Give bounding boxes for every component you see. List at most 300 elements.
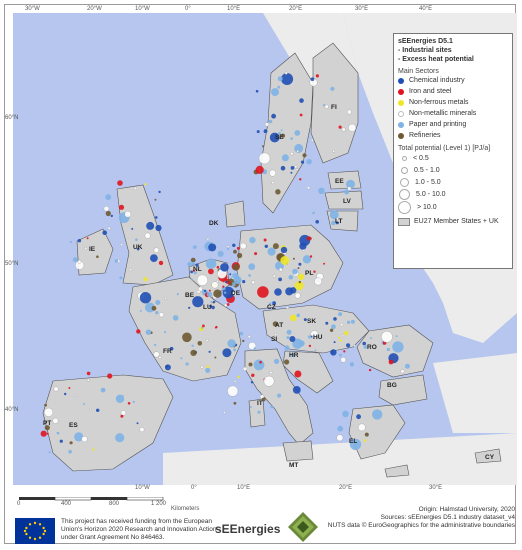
graticule-top-label: 20°W	[87, 6, 102, 12]
site-marker	[259, 153, 270, 164]
site-marker	[330, 87, 334, 91]
site-marker	[242, 280, 245, 283]
site-marker	[210, 301, 212, 303]
site-marker	[301, 161, 304, 164]
site-marker	[269, 170, 275, 176]
site-marker	[272, 181, 275, 184]
site-marker	[297, 150, 299, 152]
site-marker	[83, 403, 85, 405]
site-marker	[155, 311, 158, 314]
graticule-top-label: 10°E	[227, 6, 241, 12]
legend-sector-label: Non-metallic minerals	[409, 110, 477, 117]
site-marker	[207, 238, 209, 240]
site-marker	[119, 205, 124, 210]
country-label: EL	[349, 438, 358, 445]
site-marker	[342, 128, 346, 132]
site-marker	[325, 322, 328, 325]
site-marker	[87, 237, 89, 239]
map-legend	[393, 33, 513, 269]
site-marker	[281, 247, 287, 253]
country-label: NL	[193, 266, 202, 273]
site-marker	[96, 409, 99, 412]
site-marker	[191, 258, 196, 263]
site-marker	[229, 283, 232, 286]
site-marker	[193, 245, 197, 249]
site-marker	[173, 315, 179, 321]
site-marker	[298, 274, 304, 280]
site-marker	[299, 98, 304, 103]
site-marker	[210, 262, 214, 266]
graticule-bottom-label: 30°E	[429, 485, 443, 491]
site-marker	[270, 405, 273, 408]
site-marker	[115, 259, 119, 263]
site-marker	[306, 159, 311, 164]
site-marker	[68, 450, 72, 454]
site-marker	[362, 342, 366, 346]
site-marker	[207, 292, 212, 297]
sector-dot	[398, 100, 404, 106]
site-marker	[290, 137, 293, 140]
country-label: MT	[289, 462, 299, 469]
site-marker	[140, 292, 151, 303]
site-marker	[405, 364, 410, 369]
site-marker	[87, 379, 89, 381]
site-marker	[249, 237, 255, 243]
legend-sector-item	[398, 75, 508, 86]
country-label: PL	[305, 270, 314, 277]
site-marker	[222, 286, 224, 288]
site-marker	[234, 380, 236, 382]
site-marker	[92, 448, 94, 450]
site-marker	[340, 340, 342, 342]
site-marker	[202, 325, 205, 328]
site-marker	[356, 414, 361, 419]
site-marker	[107, 373, 112, 378]
country-label: LV	[343, 198, 351, 205]
site-marker	[128, 402, 131, 405]
country-label: BG	[387, 382, 397, 389]
site-marker	[212, 282, 219, 289]
site-marker	[250, 406, 252, 408]
country-label: LT	[335, 218, 343, 225]
legend-size-label: 1.0 - 5.0	[415, 178, 441, 186]
site-marker	[285, 345, 290, 350]
legend-sector-label: Iron and steel	[409, 88, 452, 95]
site-marker	[191, 345, 193, 347]
legend-sector-label: Refineries	[409, 132, 441, 139]
site-marker	[308, 335, 311, 338]
site-marker	[358, 424, 365, 431]
site-marker	[314, 278, 321, 285]
site-marker	[257, 130, 260, 133]
site-marker	[233, 264, 240, 271]
site-marker	[330, 329, 333, 332]
site-marker	[78, 239, 81, 242]
site-marker	[102, 230, 107, 235]
site-marker	[208, 269, 214, 275]
site-marker	[78, 260, 81, 263]
site-marker	[140, 310, 142, 312]
site-marker	[188, 307, 190, 309]
site-marker	[311, 77, 315, 81]
site-marker	[120, 415, 123, 418]
site-marker	[337, 435, 343, 441]
site-marker	[68, 387, 70, 389]
site-marker	[145, 233, 151, 239]
site-marker	[159, 261, 163, 265]
site-marker	[274, 288, 282, 296]
site-marker	[313, 271, 315, 273]
legend-sector-item	[398, 130, 508, 141]
site-marker	[213, 301, 215, 303]
site-marker	[155, 225, 161, 231]
site-marker	[295, 166, 298, 169]
country-label: FI	[331, 104, 337, 111]
site-marker	[347, 110, 351, 114]
site-marker	[315, 220, 319, 224]
country-label: FR	[163, 348, 172, 355]
site-marker	[121, 410, 126, 415]
scale-tick: 0	[17, 501, 21, 507]
site-marker	[159, 356, 162, 359]
graticule-bottom-label: 0°	[191, 485, 197, 491]
site-marker	[229, 273, 231, 275]
site-marker	[281, 166, 286, 171]
legend-title: sEEnergies D5.1	[398, 38, 453, 45]
site-marker	[262, 145, 264, 147]
site-marker	[256, 90, 259, 93]
site-marker	[197, 275, 208, 286]
site-marker	[264, 376, 274, 386]
legend-subtitle: - Industrial sites	[398, 47, 452, 54]
site-marker	[144, 183, 146, 185]
site-marker	[296, 169, 298, 171]
site-marker	[82, 436, 88, 442]
site-marker	[165, 297, 167, 299]
country-label: HR	[289, 352, 299, 359]
country-label: IT	[257, 400, 263, 407]
site-marker	[64, 393, 66, 395]
site-marker	[234, 402, 237, 405]
site-marker	[294, 130, 300, 136]
site-marker	[101, 388, 106, 393]
brand-name: sEEnergies	[215, 522, 281, 536]
site-marker	[282, 154, 289, 161]
site-marker	[285, 72, 288, 75]
site-marker	[187, 262, 192, 267]
site-marker	[152, 306, 157, 311]
site-marker	[74, 394, 76, 396]
site-marker	[292, 269, 298, 275]
site-marker	[204, 290, 206, 292]
site-marker	[215, 327, 217, 329]
site-marker	[191, 279, 193, 281]
sources-text: Sources: sEEnergies D5.1 industry dataset_v4	[380, 514, 515, 521]
legend-sector-item	[398, 119, 508, 130]
legend-subtitle: - Excess heat potential	[398, 56, 474, 63]
site-marker	[353, 345, 355, 347]
funding-text: This project has received funding from the European Union's Horizon 2020 Research and Innovation Action under Grant Agreement No 846463.	[61, 518, 217, 541]
country-label: SE	[275, 134, 284, 141]
site-marker	[289, 336, 295, 342]
site-marker	[44, 408, 53, 417]
site-marker	[302, 153, 306, 157]
country-label: IE	[89, 246, 96, 253]
country-label: ES	[69, 422, 78, 429]
site-marker	[296, 314, 300, 318]
site-marker	[186, 362, 189, 365]
graticule-left-label: 50°N	[5, 261, 19, 267]
site-marker	[401, 370, 405, 374]
size-circle	[400, 178, 409, 187]
site-marker	[316, 74, 319, 77]
site-marker	[154, 248, 159, 253]
site-marker	[278, 278, 282, 282]
sector-dot	[398, 89, 404, 95]
site-marker	[190, 350, 196, 356]
site-marker	[137, 422, 139, 424]
site-marker	[251, 374, 254, 377]
site-marker	[290, 172, 292, 174]
site-marker	[70, 441, 73, 444]
site-marker	[208, 243, 216, 251]
site-marker	[57, 432, 59, 434]
site-marker	[243, 367, 247, 371]
site-marker	[331, 324, 336, 329]
site-marker	[129, 268, 132, 271]
site-marker	[256, 166, 264, 174]
site-marker	[233, 349, 236, 352]
site-marker	[211, 306, 214, 309]
site-marker	[220, 263, 229, 272]
legend-sector-item	[398, 86, 508, 97]
site-marker	[300, 114, 303, 117]
eu-area-swatch	[398, 218, 410, 226]
site-marker	[270, 371, 273, 374]
site-marker	[277, 394, 281, 398]
site-marker	[70, 241, 72, 243]
legend-area-label: EU27 Member States + UK	[414, 218, 499, 225]
legend-sector-label: Non-ferrous metals	[409, 99, 469, 106]
site-marker	[289, 275, 294, 280]
size-circle	[401, 167, 408, 174]
site-marker	[372, 409, 382, 419]
site-marker	[280, 256, 289, 265]
site-marker	[237, 253, 242, 258]
site-marker	[131, 228, 133, 230]
site-marker	[125, 211, 131, 217]
site-marker	[334, 341, 336, 343]
site-marker	[307, 236, 311, 240]
site-marker	[259, 361, 262, 364]
legend-area-item	[398, 216, 508, 227]
site-marker	[227, 248, 229, 250]
country-label: SI	[271, 336, 278, 343]
site-marker	[135, 238, 138, 241]
site-marker	[136, 329, 140, 333]
site-marker	[346, 343, 350, 347]
site-marker	[290, 315, 297, 322]
site-marker	[252, 281, 255, 284]
site-marker	[154, 344, 156, 346]
site-marker	[264, 129, 268, 133]
site-marker	[299, 178, 301, 180]
site-marker	[237, 376, 240, 379]
site-marker	[73, 257, 78, 262]
site-marker	[201, 366, 204, 369]
site-marker	[273, 275, 276, 278]
site-marker	[198, 287, 202, 291]
size-circle	[398, 201, 411, 214]
legend-sector-item	[398, 97, 508, 108]
site-marker	[293, 258, 295, 260]
site-marker	[89, 408, 91, 410]
site-marker	[271, 114, 276, 119]
site-marker	[387, 348, 390, 351]
site-marker	[271, 88, 279, 96]
site-marker	[242, 340, 244, 342]
site-marker	[286, 306, 289, 309]
country-label: DK	[209, 220, 219, 227]
site-marker	[96, 255, 99, 258]
graticule-top-label: 30°W	[25, 6, 40, 12]
site-marker	[333, 150, 335, 152]
site-marker	[286, 336, 289, 339]
site-marker	[146, 329, 152, 335]
site-marker	[214, 357, 216, 359]
country-label: DE	[231, 290, 241, 297]
site-marker	[227, 339, 235, 347]
site-marker	[338, 337, 340, 339]
country-label: EE	[335, 178, 344, 185]
site-marker	[285, 287, 293, 295]
country-label: CZ	[267, 304, 276, 311]
legend-sector-label: Paper and printing	[409, 121, 467, 128]
country-label: UK	[133, 244, 143, 251]
site-marker	[117, 180, 123, 186]
site-marker	[340, 323, 343, 326]
site-marker	[318, 188, 324, 194]
site-marker	[281, 73, 293, 85]
graticule-top-label: 10°W	[135, 6, 150, 12]
site-marker	[381, 331, 392, 342]
site-marker	[120, 243, 122, 245]
site-marker	[341, 357, 346, 362]
site-marker	[389, 360, 394, 365]
site-marker	[106, 211, 111, 216]
site-marker	[339, 126, 342, 129]
legend-sector-label: Chemical industry	[409, 77, 465, 84]
graticule-bottom-label: 20°E	[339, 485, 353, 491]
country-ee	[328, 171, 361, 189]
site-marker	[312, 238, 314, 240]
country-label: CY	[485, 454, 495, 461]
scale-tick: 400	[61, 501, 72, 507]
legend-sector-item	[398, 108, 508, 119]
country-label: LU	[203, 304, 212, 311]
site-marker	[218, 251, 224, 257]
site-marker	[217, 266, 220, 269]
site-marker	[155, 300, 160, 305]
graticule-left-label: 40°N	[5, 407, 19, 413]
legend-size-item	[398, 176, 508, 188]
site-marker	[154, 352, 160, 358]
sector-dot	[398, 122, 404, 128]
site-marker	[315, 349, 317, 351]
site-marker	[119, 276, 122, 279]
site-marker	[192, 262, 195, 265]
site-marker	[279, 268, 282, 271]
legend-sectors-heading: Main Sectors	[398, 68, 439, 75]
site-marker	[53, 418, 59, 424]
site-marker	[233, 250, 237, 254]
site-marker	[143, 277, 147, 281]
sector-dot	[398, 111, 404, 117]
site-marker	[284, 359, 289, 364]
site-marker	[240, 332, 244, 336]
site-marker	[122, 395, 124, 397]
site-marker	[298, 267, 300, 269]
country-label: RO	[367, 344, 377, 351]
site-marker	[207, 365, 210, 368]
site-marker	[365, 433, 369, 437]
site-marker	[108, 227, 111, 230]
legend-size-label: < 0.5	[413, 154, 429, 162]
site-marker	[248, 263, 255, 270]
sector-dot	[398, 78, 404, 84]
site-marker	[310, 255, 312, 257]
site-marker	[278, 76, 283, 81]
site-marker	[54, 387, 59, 392]
site-marker	[223, 411, 225, 413]
graticule-bottom-label: 10°E	[237, 485, 251, 491]
site-marker	[396, 335, 398, 337]
site-marker	[47, 433, 49, 435]
site-marker	[323, 104, 325, 106]
graticule-top-label: 30°E	[355, 6, 369, 12]
size-circle	[399, 189, 410, 200]
site-marker	[265, 245, 268, 248]
site-marker	[155, 199, 157, 201]
site-marker	[369, 369, 371, 371]
site-marker	[254, 347, 256, 349]
site-marker	[182, 333, 192, 343]
site-marker	[84, 247, 87, 250]
site-marker	[342, 335, 344, 337]
country-label: BE	[185, 292, 195, 299]
site-marker	[294, 371, 301, 378]
site-marker	[240, 243, 246, 249]
site-marker	[232, 244, 235, 247]
site-marker	[342, 411, 349, 418]
site-marker	[140, 427, 145, 432]
site-marker	[299, 243, 306, 250]
site-marker	[227, 246, 229, 248]
eu-flag-icon	[15, 518, 55, 544]
site-marker	[351, 320, 355, 324]
site-marker	[339, 354, 342, 357]
site-marker	[180, 357, 182, 359]
site-marker	[343, 350, 345, 352]
legend-size-label: 0.5 - 1.0	[414, 166, 440, 174]
site-marker	[104, 206, 109, 211]
graticule-left-label: 60°N	[5, 115, 19, 121]
site-marker	[224, 292, 226, 294]
site-marker	[49, 451, 51, 453]
graticule-top-label: 40°E	[419, 6, 433, 12]
scale-tick: 800	[109, 501, 120, 507]
legend-size-item	[398, 200, 508, 214]
